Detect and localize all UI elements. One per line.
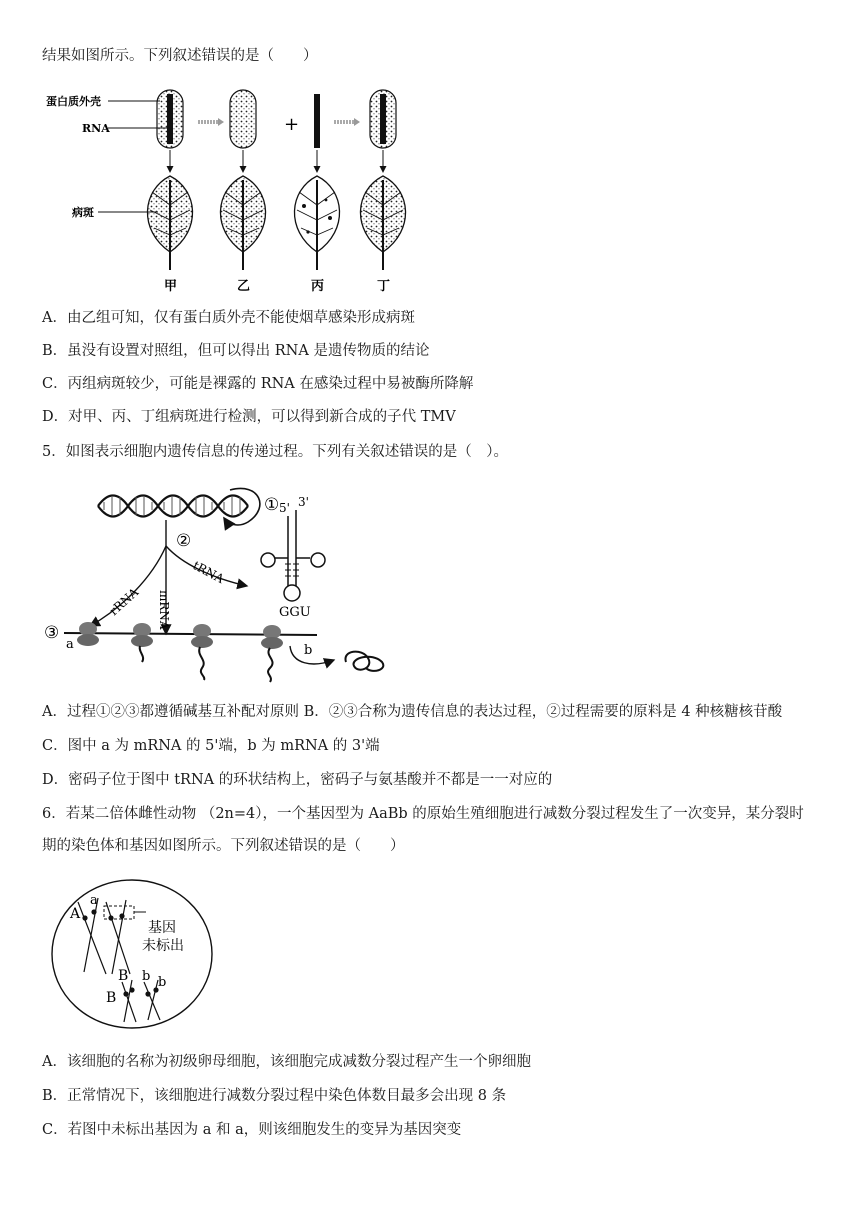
process-3-label: ③ bbox=[44, 623, 60, 643]
question-5-stem: 5．如图表示细胞内遗传信息的传递过程。下列有关叙述错误的是（ ）。 bbox=[42, 444, 508, 460]
gene-label-b1: b bbox=[142, 969, 151, 984]
q6-option-c: C．若图中未标出基因为 a 和 a，则该细胞发生的变异为基因突变 bbox=[42, 1122, 462, 1138]
mrna-label: mRNA bbox=[157, 590, 171, 630]
label-spot: 病斑 bbox=[72, 206, 94, 219]
q4-option-d: D．对甲、丙、丁组病斑进行检测，可以得到新合成的子代 TMV bbox=[42, 409, 456, 425]
label-rna: RNA bbox=[82, 122, 110, 135]
rna-bing bbox=[314, 94, 320, 148]
replication-arrow-icon bbox=[224, 489, 260, 525]
q5-option-d: D．密码子位于图中 tRNA 的环状结构上，密码子与氨基酸并不都是一一对应的 bbox=[42, 772, 553, 788]
cell-outline bbox=[52, 880, 212, 1028]
group-label-yi: 乙 bbox=[237, 279, 251, 294]
note-gene: 基因 bbox=[148, 920, 176, 936]
protein-icon bbox=[345, 652, 383, 671]
q6-option-b: B．正常情况下，该细胞进行减数分裂过程中染色体数目最多会出现 8 条 bbox=[42, 1088, 507, 1104]
label-a: a bbox=[66, 637, 74, 652]
q4-option-a: A．由乙组可知，仅有蛋白质外壳不能使烟草感染形成病斑 bbox=[42, 310, 415, 326]
gene-expression-figure bbox=[42, 478, 422, 684]
question-6-stem-line1: 6．若某二倍体雌性动物 （2n=4），一个基因型为 AaBb 的原始生殖细胞进行减数分裂过程发生了一次变异，某分裂时 bbox=[42, 806, 804, 822]
group-label-ding: 丁 bbox=[377, 279, 391, 294]
question-4-stem: 结果如图所示。下列叙述错误的是（ ） bbox=[42, 48, 318, 64]
gene-label-B-top: B bbox=[118, 968, 129, 984]
ribosome bbox=[131, 623, 153, 662]
trna-3-prime-label: 3' bbox=[298, 495, 309, 509]
leaf-jia bbox=[147, 176, 192, 270]
group-label-bing: 丙 bbox=[311, 279, 325, 294]
q4-option-b: B．虽没有设置对照组，但可以得出 RNA 是遗传物质的结论 bbox=[42, 343, 430, 359]
group-label-jia: 甲 bbox=[164, 279, 178, 294]
arrow-icon bbox=[354, 118, 360, 126]
virus-yi bbox=[230, 90, 256, 148]
gene-label-A: A bbox=[70, 906, 81, 922]
q5-option-c: C．图中 a 为 mRNA 的 5'端，b 为 mRNA 的 3'端 bbox=[42, 738, 380, 754]
gene-label-a: a bbox=[90, 893, 98, 908]
dna-helix bbox=[98, 496, 248, 517]
question-6-stem-line2: 期的染色体和基因如图所示。下列叙述错误的是（ ） bbox=[42, 838, 405, 854]
ribosome bbox=[191, 624, 213, 680]
leaf-bing bbox=[294, 176, 339, 270]
q6-option-a: A．该细胞的名称为初级卵母细胞，该细胞完成减数分裂过程产生一个卵细胞 bbox=[42, 1054, 531, 1070]
rna-strand-icon bbox=[167, 94, 173, 144]
anticodon-label: GGU bbox=[279, 605, 311, 620]
leaf-ding bbox=[360, 176, 405, 270]
plus-sign: + bbox=[284, 114, 300, 135]
q4-option-c: C．丙组病斑较少，可能是裸露的 RNA 在感染过程中易被酶所降解 bbox=[42, 376, 474, 392]
tmv-experiment-figure bbox=[40, 80, 420, 294]
leaf-yi bbox=[220, 176, 265, 270]
process-1-label: ① bbox=[264, 495, 280, 515]
cell-chromosome-figure bbox=[48, 878, 218, 1034]
rrna-arrow bbox=[90, 546, 166, 626]
trna-5-prime-label: 5' bbox=[279, 501, 290, 515]
label-protein-shell: 蛋白质外壳 bbox=[46, 95, 101, 108]
process-2-label: ② bbox=[176, 531, 192, 551]
q5-option-a-b: A．过程①②③都遵循碱基互补配对原则 B．②③合称为遗传信息的表达过程，②过程需要的原料是 4 种核糖核苷酸 bbox=[42, 704, 783, 720]
arrow-icon bbox=[218, 118, 224, 126]
rrna-label: rRNA bbox=[106, 585, 142, 619]
ribosome bbox=[261, 625, 283, 682]
gene-label-b2: b bbox=[158, 975, 167, 990]
label-b: b bbox=[304, 643, 313, 658]
note-unlabeled: 未标出 bbox=[142, 938, 184, 954]
gene-label-B-left: B bbox=[106, 990, 117, 1006]
trna-label: tRNA bbox=[190, 558, 227, 587]
